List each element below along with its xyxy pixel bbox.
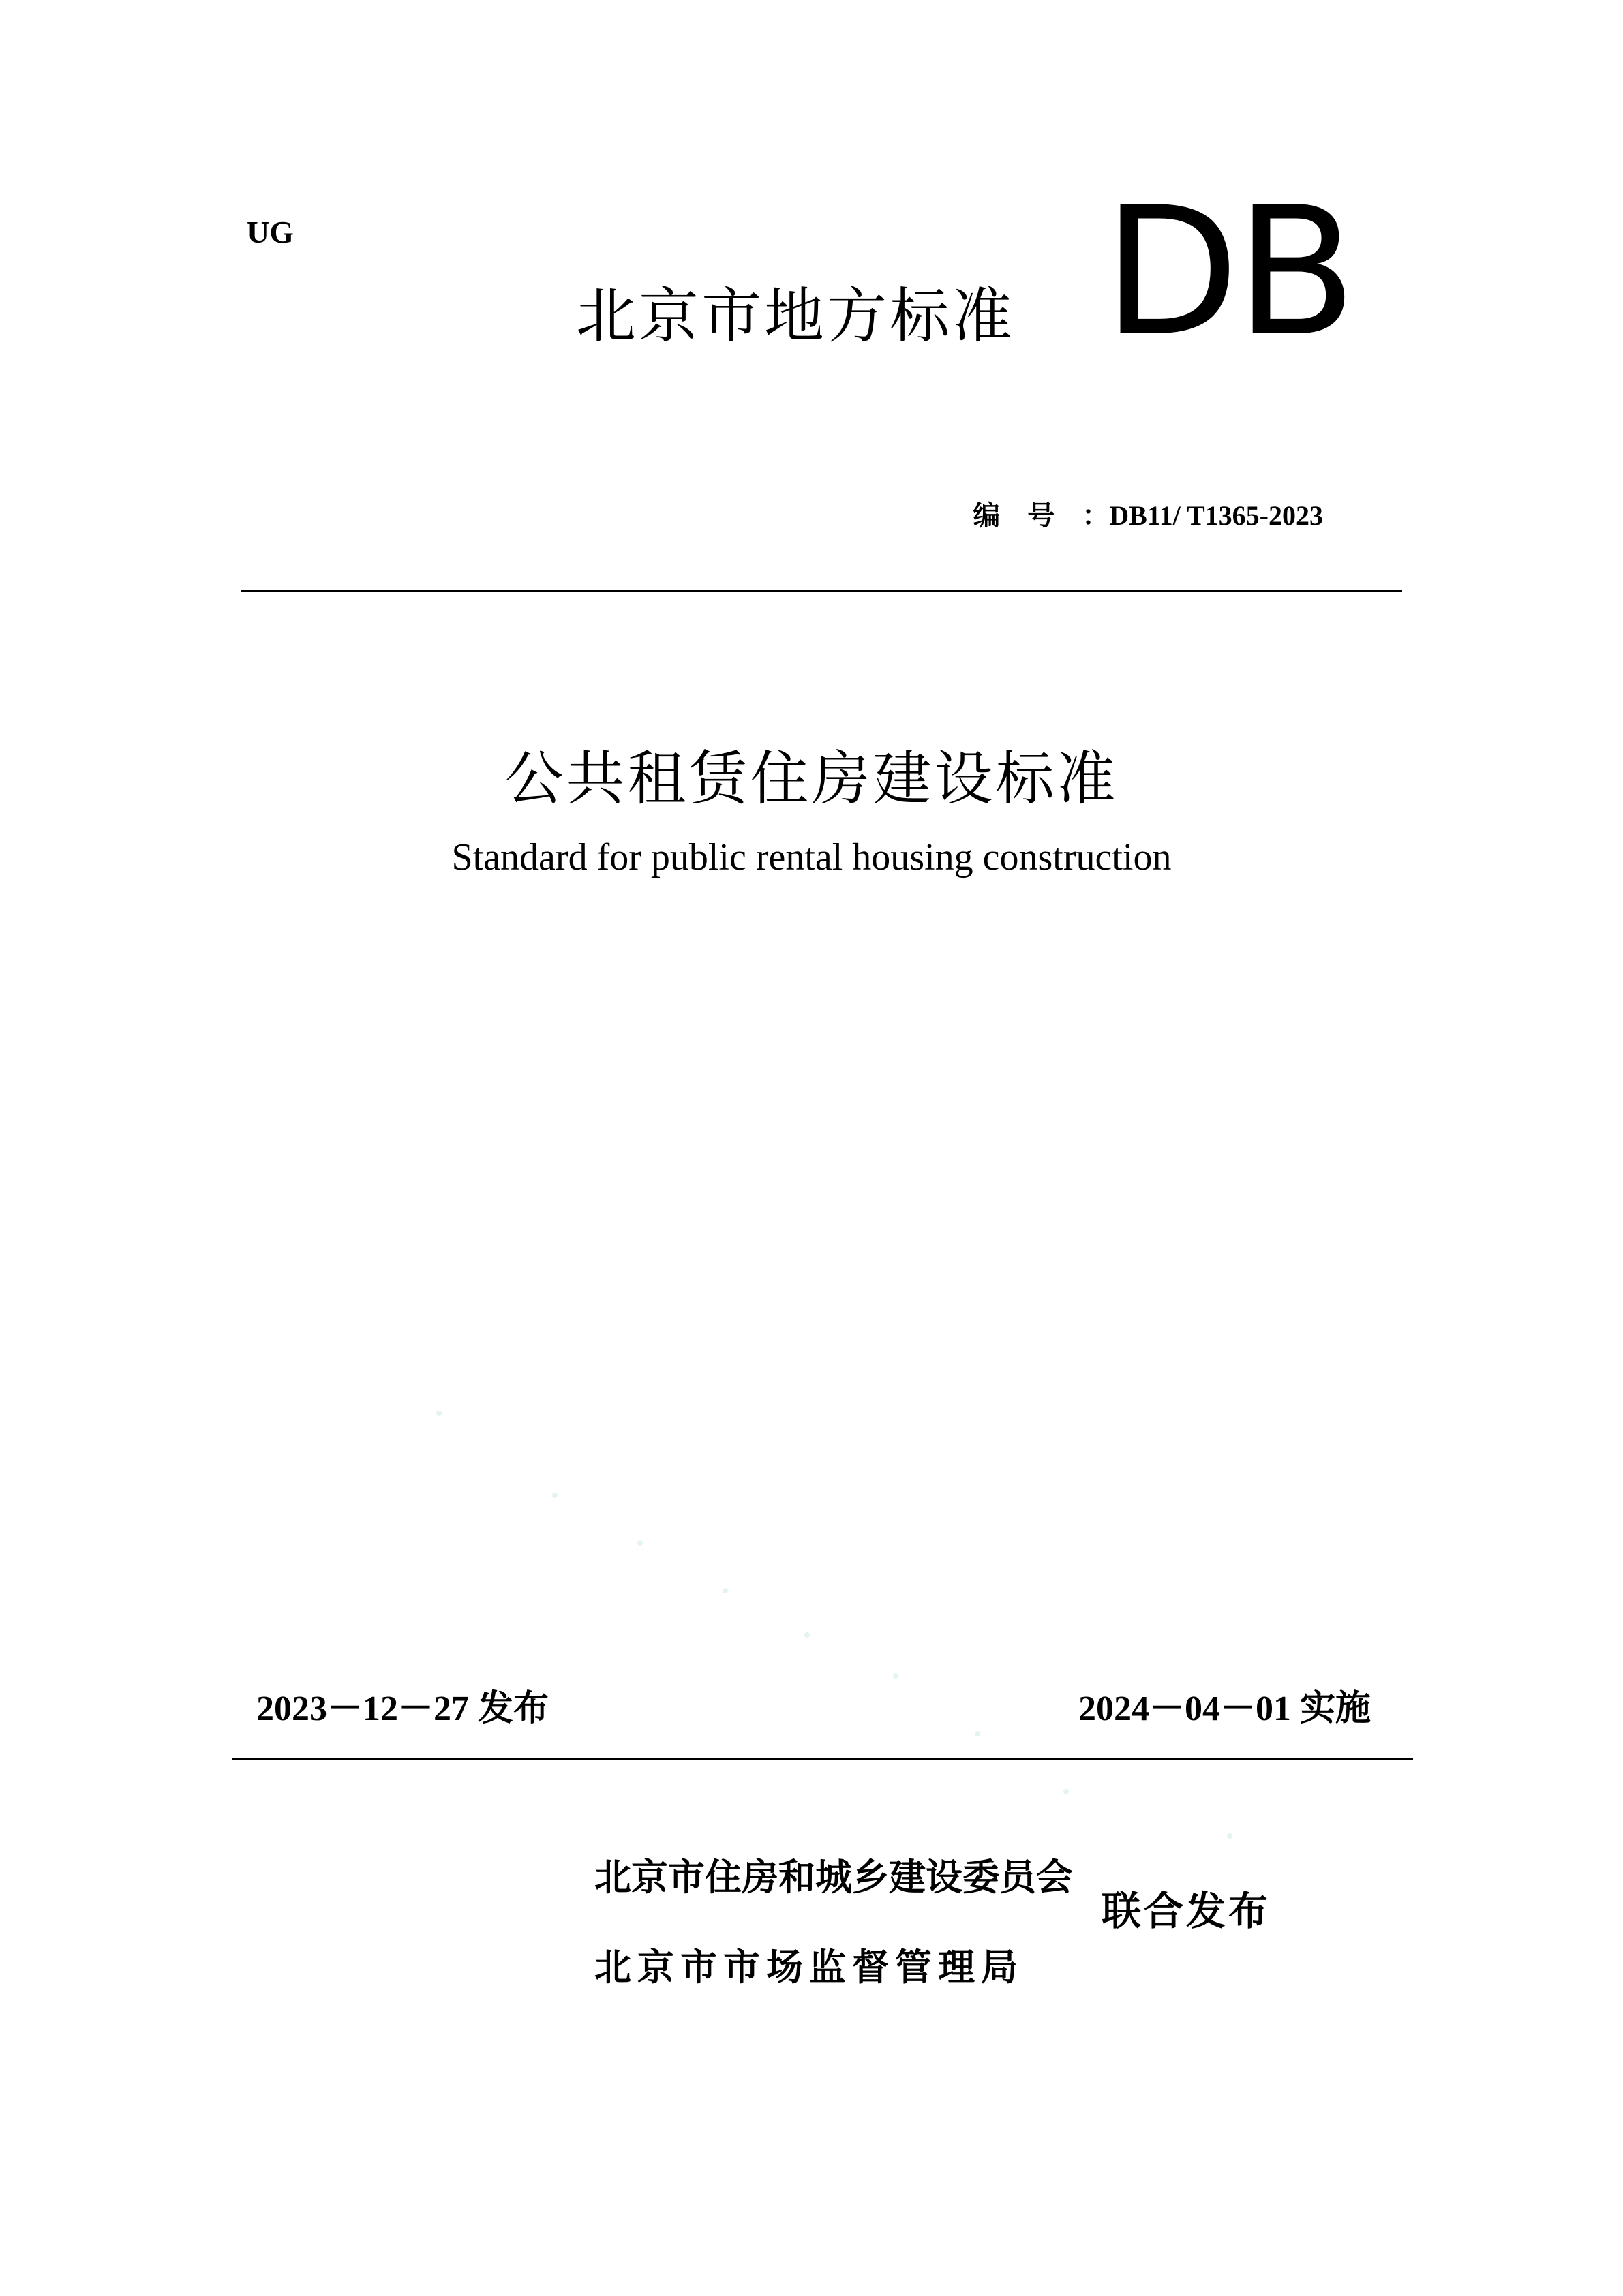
scan-speckle — [804, 1632, 810, 1638]
scan-speckle — [723, 1588, 728, 1593]
scan-speckle — [436, 1411, 442, 1416]
scan-speckle — [637, 1540, 643, 1546]
issue-date: 2023－12－27 发布 — [256, 1689, 549, 1728]
scan-speckle — [1227, 1833, 1232, 1839]
classification-code: UG — [247, 215, 294, 249]
joint-release-label: 联合发布 — [1102, 1888, 1271, 1934]
scan-speckle — [552, 1493, 558, 1498]
scan-speckle — [1063, 1789, 1069, 1794]
issuing-organization-housing-commission: 北京市住房和城乡建设委员会 — [594, 1856, 1073, 1899]
standard-number-value: DB11/ T1365-2023 — [1109, 500, 1323, 531]
scan-speckle — [893, 1673, 898, 1679]
document-title-chinese: 公共租赁住房建设标准 — [504, 745, 1119, 813]
issuing-organization-market-regulation: 北京市市场监督管理局 — [594, 1946, 1024, 1989]
standard-number-label: 编号 — [973, 500, 1082, 531]
db-standard-mark: DB — [1103, 170, 1353, 376]
document-title-english: Standard for public rental housing construction — [451, 836, 1172, 878]
scan-speckle — [975, 1731, 980, 1736]
implementation-date: 2024－04－01 实施 — [1078, 1689, 1371, 1728]
standard-category-title: 北京市地方标准 — [576, 281, 1016, 351]
footer-divider — [232, 1758, 1413, 1760]
standard-number-line — [973, 502, 1323, 530]
header-divider — [241, 590, 1402, 592]
standard-number-separator: ： — [1082, 500, 1110, 531]
